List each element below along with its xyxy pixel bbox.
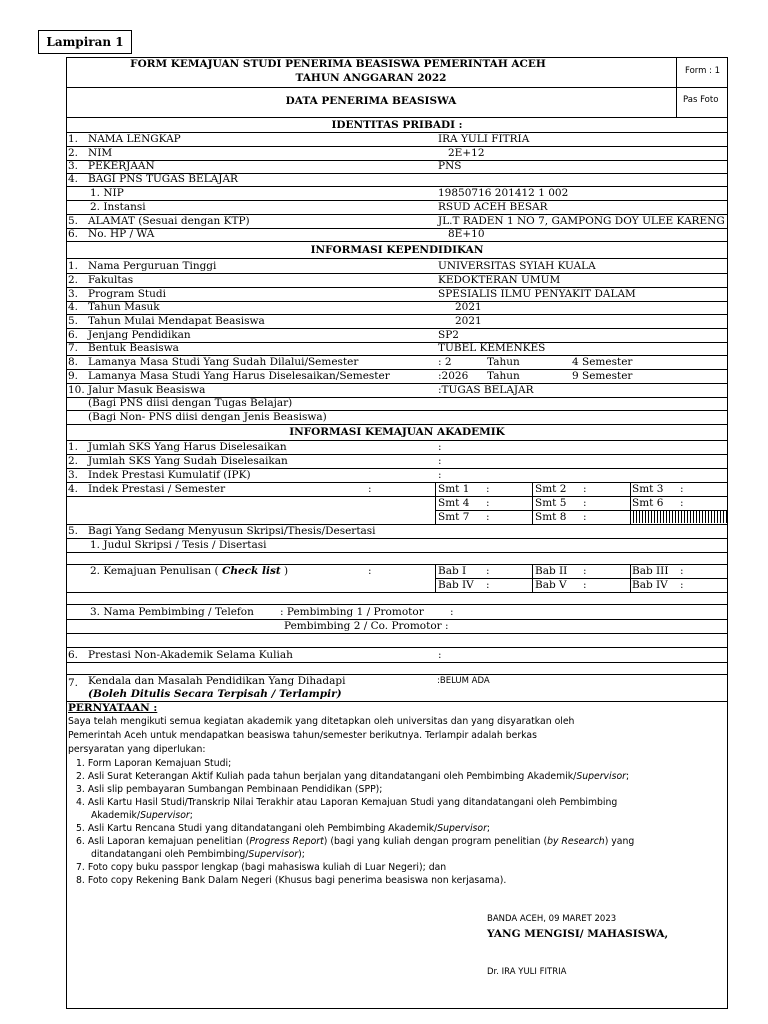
row-value: :2026 [438, 370, 469, 382]
grid-divider [532, 482, 533, 524]
row-label: Jalur Masuk Beasiswa [88, 384, 206, 396]
row-no: 1. [68, 441, 79, 453]
bab-colon: : [583, 579, 587, 591]
list-item: 7. Foto copy buku passpor lengkap (bagi mahasiswa kuliah di Luar Negeri); dan [76, 862, 447, 873]
row-label: Prestasi Non-Akademik Selama Kuliah [88, 649, 293, 661]
bab-colon: : [486, 565, 490, 577]
row-semester: 9 Semester [572, 370, 633, 382]
row-value: TUBEL KEMENKES [438, 342, 546, 354]
semester-label: Smt 7 [438, 511, 470, 523]
rule [66, 228, 728, 229]
semester-label: Smt 4 [438, 497, 470, 509]
row-no: 8. [68, 356, 79, 368]
semester-label: Smt 2 [535, 483, 567, 495]
rule [66, 701, 728, 702]
hatched-cell [633, 511, 727, 523]
row-label: Tahun Masuk [88, 301, 160, 313]
rule [66, 301, 728, 302]
bab-colon: : [486, 579, 490, 591]
row-label: Jumlah SKS Yang Harus Diselesaikan [88, 441, 287, 453]
row-label: BAGI PNS TUGAS BELAJAR [88, 173, 238, 185]
row-colon: : [368, 483, 372, 495]
row-value: UNIVERSITAS SYIAH KUALA [438, 260, 596, 272]
pernyataan-text: Saya telah mengikuti semua kegiatan akademik yang ditetapkan oleh universitas dan yang disyaratkan oleh [68, 716, 575, 727]
row-label: Indek Prestasi / Semester [88, 483, 226, 495]
rule [66, 273, 728, 274]
row-value: SP2 [438, 329, 459, 341]
grid-divider [630, 482, 631, 524]
grid-divider [630, 564, 631, 592]
row-label: 2. Instansi [90, 201, 146, 213]
row-colon: : [450, 606, 454, 618]
row-colon: : [368, 565, 372, 577]
row-no: 3. [68, 160, 79, 172]
row-no: 7. [68, 342, 79, 354]
list-item: 1. Form Laporan Kemajuan Studi; [76, 758, 232, 769]
row-value: : [438, 455, 442, 467]
pernyataan-text: persyaratan yang diperlukan: [68, 744, 206, 755]
rule [66, 552, 728, 553]
data-title: DATA PENERIMA BEASISWA [285, 95, 457, 107]
row-label: Program Studi [88, 288, 166, 300]
row-value: 2021 [455, 301, 482, 313]
row-value: 2021 [455, 315, 482, 327]
row-value: 2E+12 [448, 147, 485, 159]
bab-colon: : [583, 565, 587, 577]
rule [66, 258, 728, 259]
row-label: 1. NIP [90, 187, 124, 199]
grid-divider [532, 564, 533, 592]
row-label: Fakultas [88, 274, 134, 286]
semester-colon: : [486, 483, 490, 495]
row-label: NIM [88, 147, 113, 159]
row-no: 9. [68, 370, 79, 382]
note: (Bagi PNS diisi dengan Tugas Belajar) [88, 397, 293, 409]
row-label: NAMA LENGKAP [88, 133, 181, 145]
row-label: Nama Perguruan Tinggi [88, 260, 217, 272]
rule [66, 397, 728, 398]
row-value: RSUD ACEH BESAR [438, 201, 548, 213]
row-value: IRA YULI FITRIA [438, 133, 530, 145]
semester-label: Smt 1 [438, 483, 470, 495]
form-title: FORM KEMAJUAN STUDI PENERIMA BEASISWA PEMERINTAH ACEH [130, 58, 546, 70]
row-no: 7. [68, 677, 79, 689]
semester-label: Smt 5 [535, 497, 567, 509]
rule [66, 160, 728, 161]
photo-label: Pas Foto [683, 95, 719, 105]
row-no: 3. [68, 288, 79, 300]
row-no: 2. [68, 455, 79, 467]
row-no: 6. [68, 329, 79, 341]
list-item: 4. Asli Kartu Hasil Studi/Transkrip Nilai Terakhir atau Laporan Kemajuan Studi yang ditandatangani oleh Pembimbing [76, 797, 618, 808]
row-label: PEKERJAAN [88, 160, 155, 172]
semester-label: Smt 3 [632, 483, 664, 495]
row-no: 4. [68, 173, 79, 185]
semester-colon: : [486, 511, 490, 523]
bab-label: Bab IV [632, 579, 668, 591]
section-heading: INFORMASI KEPENDIDIKAN [310, 244, 484, 256]
row-label: ALAMAT (Sesuai dengan KTP) [88, 215, 250, 227]
row-no: 4. [68, 301, 79, 313]
rule [66, 87, 728, 88]
row-value: : [438, 469, 442, 481]
bab-label: Bab V [535, 579, 567, 591]
row-no: 1. [68, 133, 79, 145]
row-value: 8E+10 [448, 228, 485, 240]
row-tahun: Tahun [487, 356, 520, 368]
semester-colon: : [583, 483, 587, 495]
semester-label: Smt 8 [535, 511, 567, 523]
rule [66, 633, 728, 634]
semester-colon: : [680, 497, 684, 509]
section-heading: INFORMASI KEMAJUAN AKADEMIK [289, 426, 505, 438]
row-no: 4. [68, 483, 79, 495]
row-semester: 4 Semester [572, 356, 633, 368]
check-list-text: Check list [221, 565, 281, 577]
list-item: Akademik/Supervisor; [91, 810, 193, 821]
list-item: 2. Asli Surat Keterangan Aktif Kuliah pada tahun berjalan yang ditandatangani oleh Pembimbing Akademik/Supervisor; [76, 771, 630, 782]
pernyataan-text: Pemerintah Aceh untuk mendapatkan beasiswa tahun/semester berikutnya. Terlampir adalah berkas [68, 730, 537, 741]
row-value: KEDOKTERAN UMUM [438, 274, 561, 286]
signer-role: YANG MENGISI/ MAHASISWA, [487, 928, 669, 940]
row-value: JL.T RADEN 1 NO 7, GAMPONG DOY ULEE KARENG [438, 215, 725, 227]
place-date: BANDA ACEH, 09 MARET 2023 [487, 914, 617, 924]
list-item: ditandatangani oleh Pembimbing/Supervisor); [91, 849, 305, 860]
row-label: Bagi Yang Sedang Menyusun Skripsi/Thesis/Desertasi [88, 525, 376, 537]
list-item: 5. Asli Kartu Rencana Studi yang ditandatangani oleh Pembimbing Akademik/Supervisor; [76, 823, 491, 834]
bab-label: Bab III [632, 565, 669, 577]
rule [66, 200, 728, 201]
pembimbing-1: : Pembimbing 1 / Promotor [280, 606, 424, 618]
row-no: 2. [68, 274, 79, 286]
row-no: 6. [68, 649, 79, 661]
row-tahun: Tahun [487, 370, 520, 382]
rule [66, 592, 728, 593]
row-value: :BELUM ADA [437, 676, 490, 686]
list-item: 8. Foto copy Rekening Bank Dalam Negeri (Khusus bagi penerima beasiswa non kerjasama). [76, 875, 507, 886]
rule [66, 241, 728, 242]
rule [66, 604, 728, 605]
section-heading: IDENTITAS PRIBADI : [331, 119, 463, 131]
row-no: 2. [68, 147, 79, 159]
row-label: Indek Prestasi Kumulatif (IPK) [88, 469, 251, 481]
rule [66, 117, 728, 118]
row-no: 10. [68, 384, 85, 396]
list-item: 3. Asli slip pembayaran Sumbangan Pembinaan Pendidikan (SPP); [76, 784, 383, 795]
row-no: 5. [68, 315, 79, 327]
rule [66, 647, 728, 648]
rule [435, 578, 728, 579]
form-year: TAHUN ANGGARAN 2022 [295, 72, 447, 84]
semester-colon: : [583, 497, 587, 509]
pembimbing-2: Pembimbing 2 / Co. Promotor : [284, 620, 449, 632]
bab-label: Bab II [535, 565, 568, 577]
row-no: 6. [68, 228, 79, 240]
note: (Bagi Non- PNS diisi dengan Jenis Beasiswa) [88, 411, 327, 423]
rule [66, 662, 728, 663]
row-value: : [438, 441, 442, 453]
list-item: 6. Asli Laporan kemajuan penelitian (Progress Report) (bagi yang kuliah dengan program penelitian (by Research) yang [76, 836, 635, 847]
kemajuan-label: 2. Kemajuan Penulisan ( Check list ) [90, 565, 289, 577]
bab-colon: : [680, 579, 684, 591]
row-no: 3. [68, 469, 79, 481]
grid-divider [435, 482, 436, 524]
row-value: :TUGAS BELAJAR [438, 384, 534, 396]
row-value: 19850716 201412 1 002 [438, 187, 569, 199]
signer-name: Dr. IRA YULI FITRIA [487, 967, 567, 977]
semester-colon: : [486, 497, 490, 509]
bab-label: Bab I [438, 565, 467, 577]
row-value: : [438, 649, 442, 661]
row-label: Lamanya Masa Studi Yang Sudah Dilalui/Semester [88, 356, 359, 368]
row-no: 1. [68, 260, 79, 272]
row-note: (Boleh Ditulis Secara Terpisah / Terlampir) [88, 688, 342, 700]
semester-colon: : [583, 511, 587, 523]
pembimbing-label: 3. Nama Pembimbing / Telefon [90, 606, 254, 618]
row-no: 5. [68, 525, 79, 537]
row-value: SPESIALIS ILMU PENYAKIT DALAM [438, 288, 636, 300]
row-label: No. HP / WA [88, 228, 155, 240]
row-label: Tahun Mulai Mendapat Beasiswa [88, 315, 265, 327]
rule [66, 424, 728, 425]
judul-label: 1. Judul Skripsi / Tesis / Disertasi [90, 539, 267, 551]
row-value: : 2 [438, 356, 452, 368]
rule [66, 496, 728, 497]
pernyataan-heading: PERNYATAAN : [68, 702, 158, 714]
row-label: Bentuk Beasiswa [88, 342, 179, 354]
bab-colon: : [680, 565, 684, 577]
row-label: Jenjang Pendidikan [88, 329, 191, 341]
row-label: Lamanya Masa Studi Yang Harus Diselesaikan/Semester [88, 370, 390, 382]
grid-divider [435, 564, 436, 592]
semester-label: Smt 6 [632, 497, 664, 509]
semester-colon: : [680, 483, 684, 495]
row-value: PNS [438, 160, 462, 172]
form-number: Form : 1 [685, 66, 721, 76]
row-label: Kendala dan Masalah Pendidikan Yang Dihadapi [88, 675, 346, 687]
row-no: 5. [68, 215, 79, 227]
row-label: Jumlah SKS Yang Sudah Diselesaikan [88, 455, 288, 467]
rule [66, 146, 728, 147]
bab-label: Bab IV [438, 579, 474, 591]
lampiran-label: Lampiran 1 [38, 30, 132, 54]
rule [66, 186, 728, 187]
